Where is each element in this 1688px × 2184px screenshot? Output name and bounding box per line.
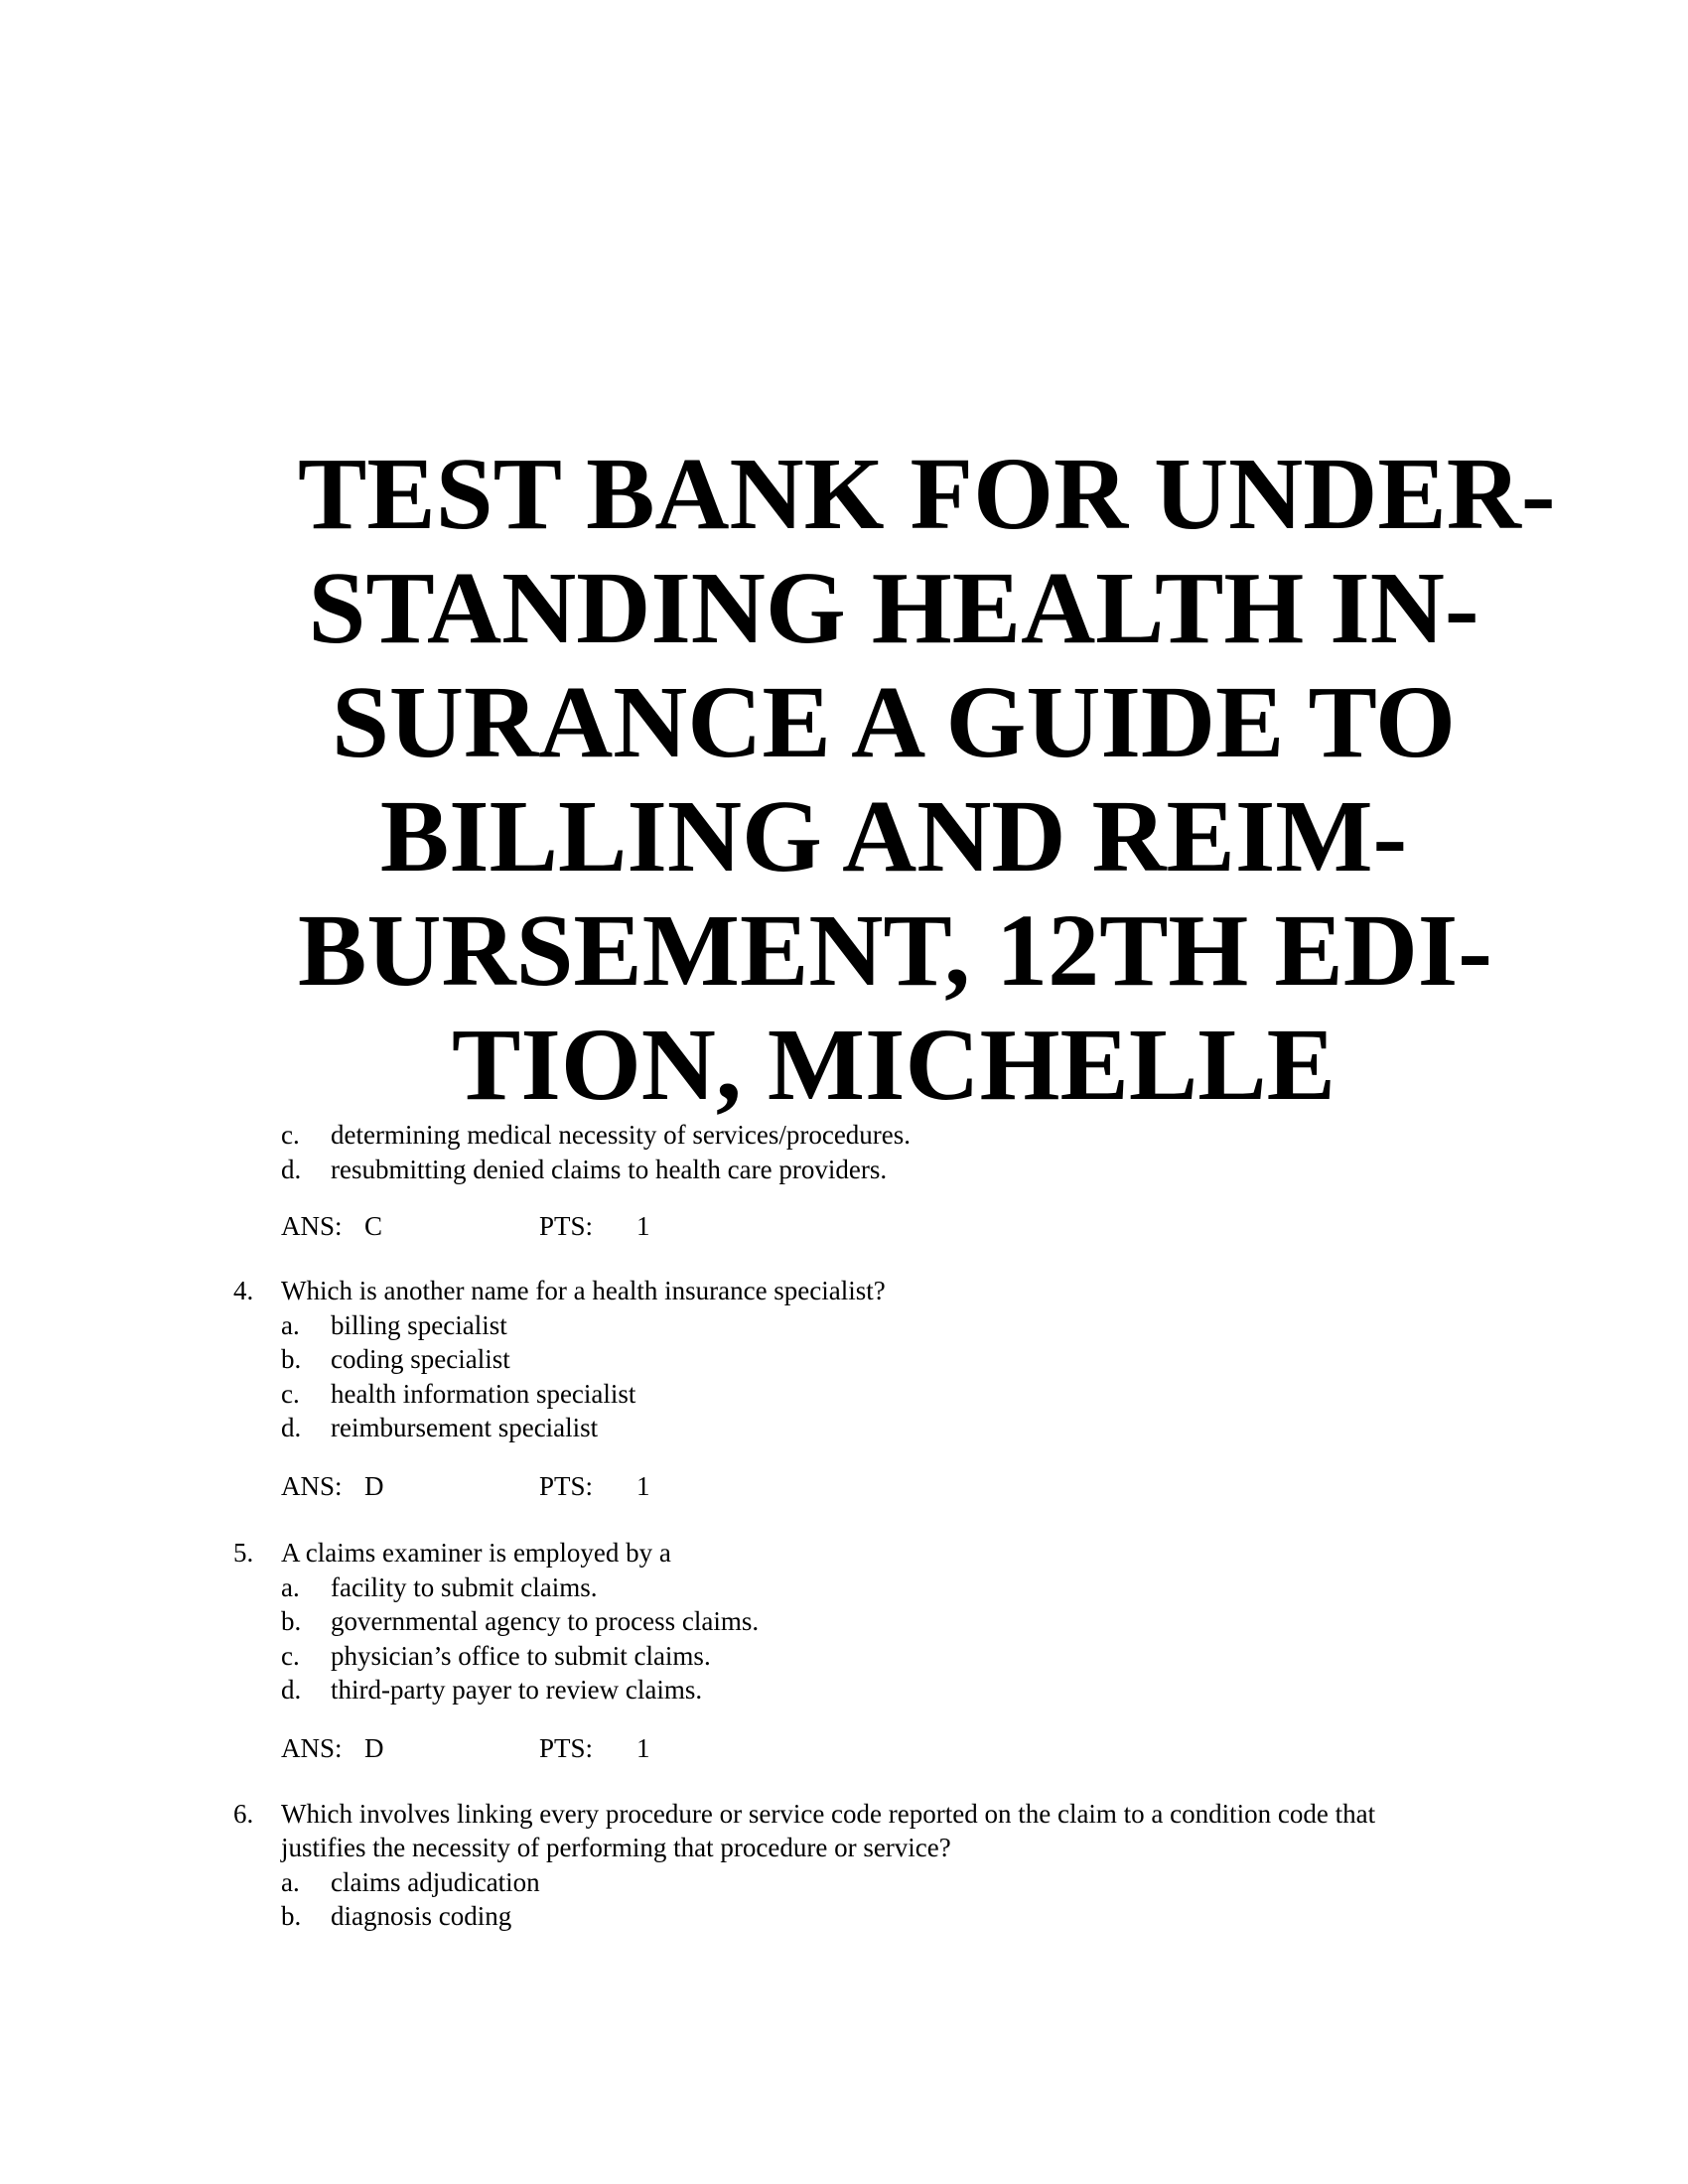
points-label: PTS: — [539, 1733, 594, 1763]
option-text: third-party payer to review claims. — [331, 1675, 703, 1705]
question-text: justifies the necessity of performing that procedure or service? — [281, 1833, 951, 1862]
option-letter: b. — [281, 1344, 302, 1374]
question-text: Which involves linking every procedure or service code reported on the claim to a condition code that — [281, 1799, 1376, 1829]
question-number: 6. — [233, 1799, 254, 1829]
option-letter: d. — [281, 1155, 302, 1184]
title-line: TION, MICHELLE — [452, 1008, 1336, 1122]
option-text: claims adjudication — [331, 1867, 540, 1897]
option-letter: a. — [281, 1867, 300, 1897]
title-line: STANDING HEALTH IN- — [308, 551, 1479, 665]
points-value: 1 — [636, 1211, 650, 1241]
option-text: resubmitting denied claims to health care providers. — [331, 1155, 888, 1184]
answer-value: D — [364, 1471, 384, 1501]
option-letter: c. — [281, 1641, 300, 1671]
option-letter: c. — [281, 1120, 300, 1150]
option-letter: b. — [281, 1606, 302, 1636]
title-line: BILLING AND REIM- — [379, 779, 1408, 893]
question-stem-continued — [281, 1831, 951, 1865]
option-text: facility to submit claims. — [331, 1572, 598, 1602]
question-text: Which is another name for a health insurance specialist? — [281, 1276, 886, 1305]
option-text: diagnosis coding — [331, 1901, 512, 1931]
option-letter: c. — [281, 1379, 300, 1409]
answer-label: ANS: — [281, 1211, 343, 1241]
option-letter: b. — [281, 1901, 302, 1931]
title-line: TEST BANK FOR UNDER- — [298, 437, 1556, 551]
document-title — [298, 437, 1556, 1122]
points-value: 1 — [636, 1733, 650, 1763]
option-text: health information specialist — [331, 1379, 636, 1409]
question-number: 5. — [233, 1538, 254, 1568]
question-text: A claims examiner is employed by a — [281, 1538, 671, 1568]
answer-value: D — [364, 1733, 384, 1763]
answer-value: C — [364, 1211, 383, 1241]
points-label: PTS: — [539, 1471, 594, 1501]
points-value: 1 — [636, 1471, 650, 1501]
option-text: governmental agency to process claims. — [331, 1606, 760, 1636]
points-label: PTS: — [539, 1211, 594, 1241]
answer-label: ANS: — [281, 1733, 343, 1763]
title-line: BURSEMENT, 12TH EDI- — [298, 893, 1492, 1008]
option-letter: d. — [281, 1675, 302, 1705]
option-letter: a. — [281, 1310, 300, 1340]
title-line: SURANCE A GUIDE TO — [332, 665, 1456, 779]
option-text: physician’s office to submit claims. — [331, 1641, 711, 1671]
question-number: 4. — [233, 1276, 254, 1305]
option-letter: d. — [281, 1413, 302, 1442]
option-text: billing specialist — [331, 1310, 507, 1340]
option-text: determining medical necessity of services/procedures. — [331, 1120, 912, 1150]
answer-label: ANS: — [281, 1471, 343, 1501]
option-text: coding specialist — [331, 1344, 510, 1374]
option-letter: a. — [281, 1572, 300, 1602]
option-text: reimbursement specialist — [331, 1413, 599, 1442]
